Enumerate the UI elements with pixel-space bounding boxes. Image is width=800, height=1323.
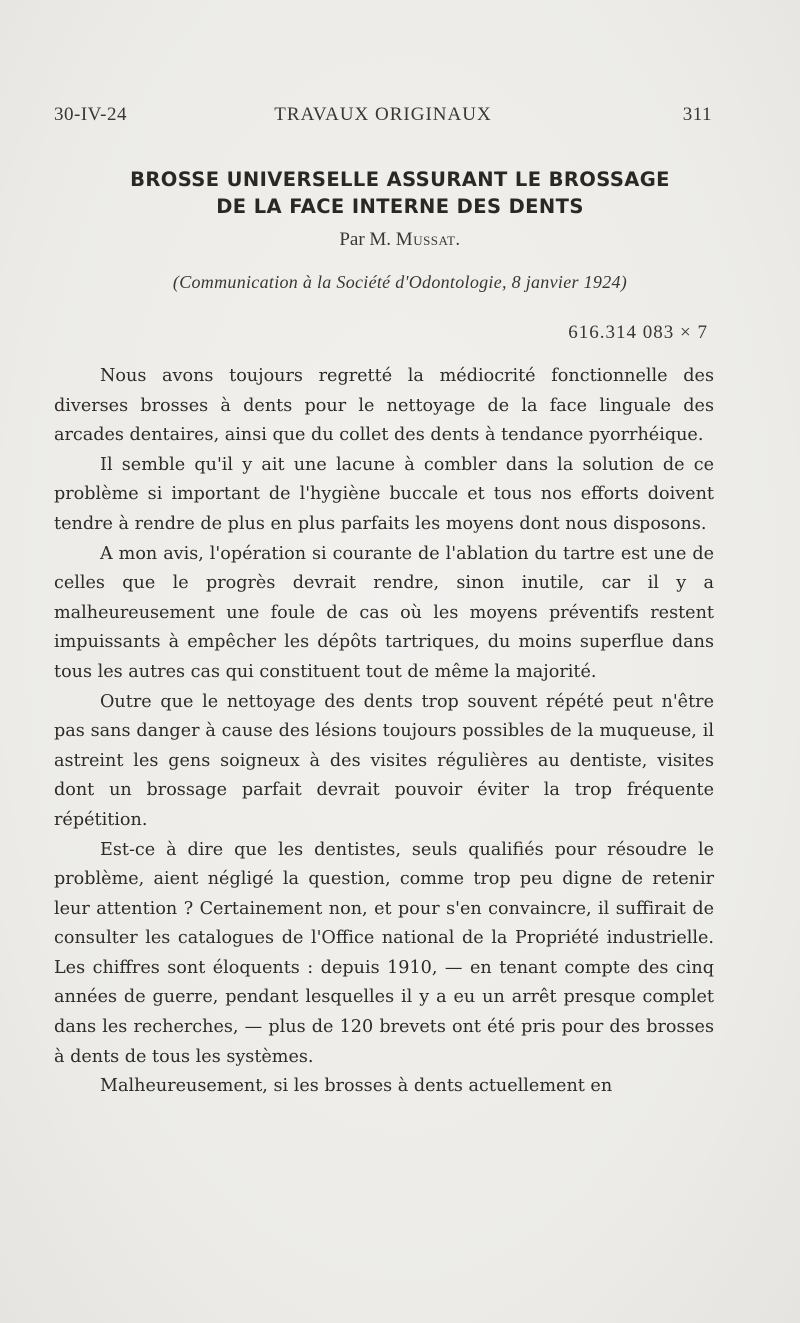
paragraph: A mon avis, l'opération si courante de l'ablation du tartre est une de celles que le progrès devrait rendre, sinon inutile, car il y a malheureusement une foule de cas où les moyens préventifs restent impuissants à empêcher les dépôts tartriques, du moins superflue dans tous les autres cas qui constituent tout de même la majorité. — [54, 543, 714, 682]
running-head — [54, 104, 712, 130]
article-title — [60, 166, 740, 220]
paragraph: Il semble qu'il y ait une lacune à combler dans la solution de ce problème si important de l'hygiène buccale et tous nos efforts doivent tendre à rendre de plus en plus parfaits les moyens dont nous disposons. — [54, 454, 714, 534]
article-body — [54, 362, 714, 1102]
byline-prefix: Par M. — [339, 229, 392, 250]
communication-note: (Communication à la Société d'Odontologie, 8 janvier 1924) — [172, 272, 628, 292]
byline — [0, 229, 800, 251]
header-section: TRAVAUX ORIGINAUX — [274, 104, 492, 125]
title-line-1: BROSSE UNIVERSELLE ASSURANT LE BROSSAGE — [130, 168, 670, 191]
classification-number: 616.314 083 × 7 — [568, 322, 708, 343]
paragraph: Est-ce à dire que les dentistes, seuls qualifiés pour résoudre le problème, aient négligé la question, comme trop peu digne de retenir leur attention ? Certainement non, et pour s'en convaincre, il suffirait de consulter les catalogues de l'Office national de la Propriété industrielle. Les chiffres sont éloquents : depuis 1910, — en tenant compte des cinq années de guerre, pendant lesquelles il y a eu un arrêt presque complet dans les recherches, — plus de 120 brevets ont été pris pour des brosses à dents de tous les systèmes. — [54, 839, 714, 1067]
paragraph: Nous avons toujours regretté la médiocrité fonctionnelle des diverses brosses à dents pour le nettoyage de la face linguale des arcades dentaires, ainsi que du collet des dents à tendance pyorrhéique. — [54, 366, 714, 446]
paragraph: Malheureusement, si les brosses à dents actuellement en — [100, 1076, 613, 1097]
header-date: 30-IV-24 — [54, 104, 127, 125]
author-name: Mussat. — [395, 229, 461, 250]
page-number: 311 — [682, 104, 712, 125]
title-line-2: DE LA FACE INTERNE DES DENTS — [216, 195, 584, 218]
paragraph: Outre que le nettoyage des dents trop souvent répété peut n'être pas sans danger à cause des lésions toujours possibles de la muqueuse, il astreint les gens soigneux à des visites régulières au dentiste, visites dont un brossage parfait devrait pouvoir éviter la trop fréquente répétition. — [54, 691, 714, 830]
